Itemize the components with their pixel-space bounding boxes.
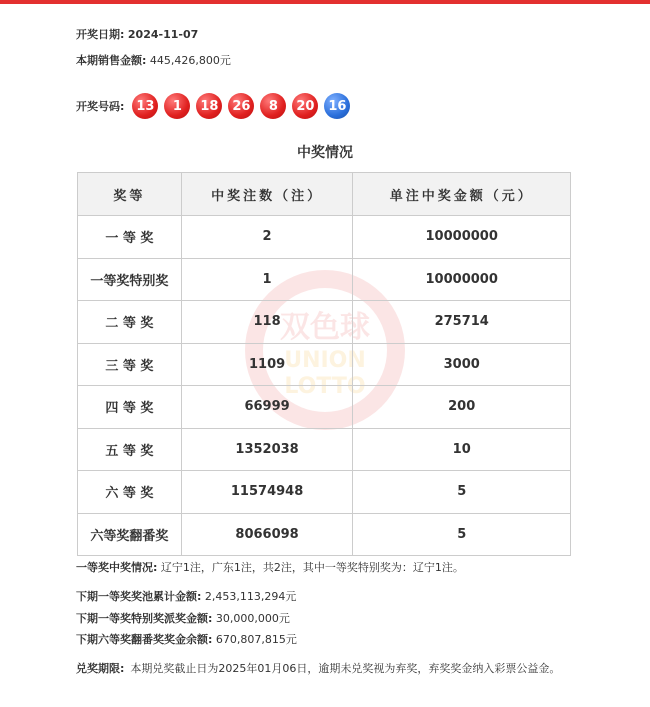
six-value: 670,807,815元	[215, 633, 297, 646]
watermark-en2: LOTTO	[284, 374, 366, 399]
amount-cell: 10000000	[353, 258, 571, 301]
special-prize-next	[76, 610, 290, 626]
table-row	[78, 216, 571, 259]
count-cell: 8066098	[181, 513, 353, 556]
watermark-en1: UNION	[284, 348, 366, 373]
table-row	[78, 343, 571, 386]
header-tier: 奖等	[78, 173, 182, 216]
tier-cell: 一 等 奖	[78, 216, 182, 259]
pool-value: 2,453,113,294元	[204, 590, 297, 603]
draw-date	[76, 26, 198, 42]
table-header-row	[78, 173, 571, 216]
sales-label: 本期销售金额:	[76, 54, 147, 67]
tier-cell: 一等奖特别奖	[78, 258, 182, 301]
special-value: 30,000,000元	[215, 612, 290, 625]
header-amount: 单注中奖金额（元）	[353, 173, 571, 216]
header-count: 中奖注数（注）	[181, 173, 353, 216]
amount-cell: 5	[353, 513, 571, 556]
tier-cell: 三 等 奖	[78, 343, 182, 386]
table-row	[78, 513, 571, 556]
winning-numbers	[76, 92, 356, 120]
tier-cell: 六等奖翻番奖	[78, 513, 182, 556]
tier-cell: 六 等 奖	[78, 471, 182, 514]
count-cell: 1	[181, 258, 353, 301]
count-cell: 118	[181, 301, 353, 344]
table-row	[78, 301, 571, 344]
count-cell: 66999	[181, 386, 353, 429]
table-row	[78, 428, 571, 471]
prize-table	[77, 172, 571, 556]
count-cell: 1352038	[181, 428, 353, 471]
first-prize-info	[76, 559, 464, 575]
amount-cell: 10	[353, 428, 571, 471]
section-title: 中奖情况	[297, 145, 353, 161]
tier-cell: 五 等 奖	[78, 428, 182, 471]
red-ball: 8	[260, 93, 286, 119]
sixth-prize-double-balance	[76, 631, 297, 647]
count-cell: 11574948	[181, 471, 353, 514]
jackpot-pool	[76, 588, 296, 604]
tier-cell: 四 等 奖	[78, 386, 182, 429]
count-cell: 2	[181, 216, 353, 259]
amount-cell: 3000	[353, 343, 571, 386]
special-label: 下期一等奖特别奖派奖金额:	[76, 612, 213, 625]
red-ball: 26	[228, 93, 254, 119]
red-ball: 1	[164, 93, 190, 119]
draw-date-value: 2024-11-07	[127, 28, 199, 41]
table-row	[78, 258, 571, 301]
red-ball: 18	[196, 93, 222, 119]
blue-ball: 16	[324, 93, 350, 119]
amount-cell: 5	[353, 471, 571, 514]
tier-cell: 二 等 奖	[78, 301, 182, 344]
watermark-cn: 双色球	[280, 310, 370, 345]
six-label: 下期六等奖翻番奖奖金余额:	[76, 633, 213, 646]
sales-value: 445,426,800元	[149, 54, 231, 67]
top-accent-bar	[0, 0, 650, 4]
sales-amount	[76, 52, 231, 68]
red-ball: 20	[292, 93, 318, 119]
draw-date-label: 开奖日期:	[76, 28, 125, 41]
claim-text: 本期兑奖截止日为2025年01月06日，逾期未兑奖视为弃奖，弃奖奖金纳入彩票公益金。	[130, 662, 561, 675]
table-row	[78, 471, 571, 514]
first-prize-label: 一等奖中奖情况:	[76, 561, 158, 574]
pool-label: 下期一等奖奖池累计金额:	[76, 590, 202, 603]
first-prize-text: 辽宁1注，广东1注，共2注，其中一等奖特别奖为：辽宁1注。	[160, 561, 464, 574]
amount-cell: 275714	[353, 301, 571, 344]
claim-deadline	[76, 660, 576, 678]
winning-numbers-label: 开奖号码:	[76, 100, 125, 113]
claim-label: 兑奖期限:	[76, 662, 125, 675]
amount-cell: 200	[353, 386, 571, 429]
amount-cell: 10000000	[353, 216, 571, 259]
red-ball: 13	[132, 93, 158, 119]
table-row	[78, 386, 571, 429]
count-cell: 1109	[181, 343, 353, 386]
